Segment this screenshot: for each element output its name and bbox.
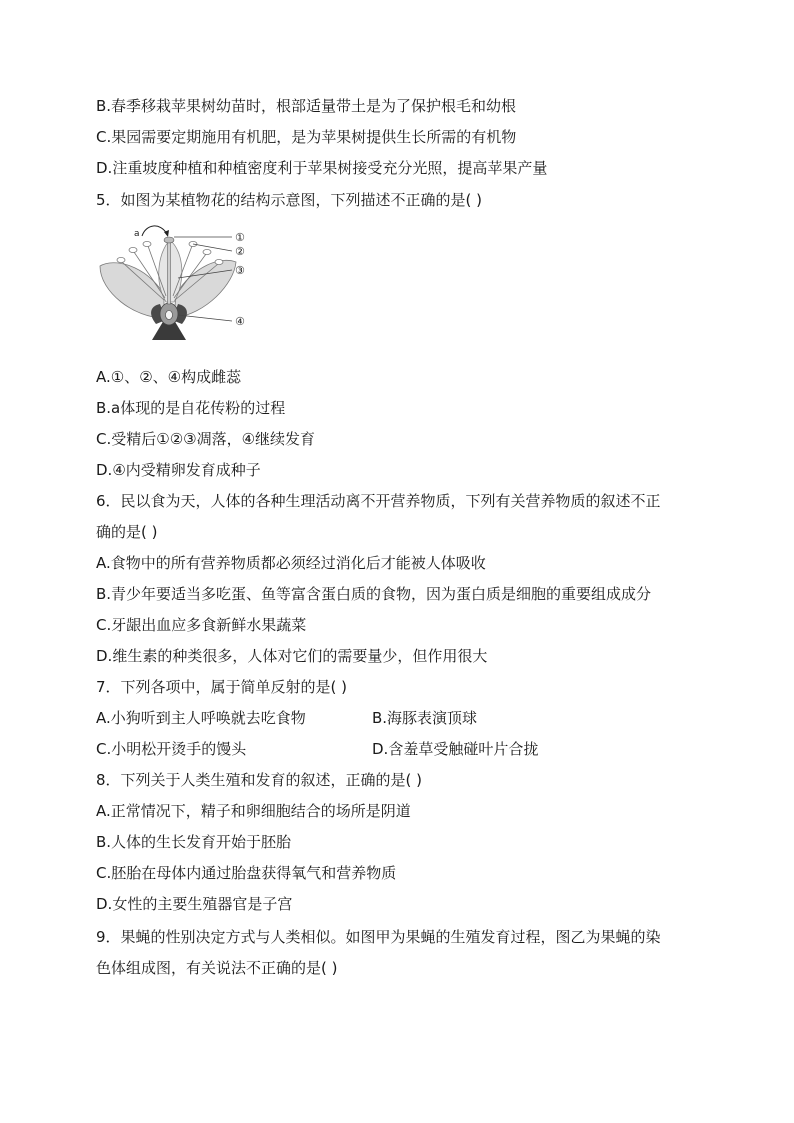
- style: [168, 242, 171, 304]
- q7-stem: 7．下列各项中，属于简单反射的是( ): [96, 678, 348, 696]
- q5-stem: 5．如图为某植物花的结构示意图，下列描述不正确的是( ): [96, 191, 483, 209]
- q8-option-b: B.人体的生长发育开始于胚胎: [96, 833, 292, 851]
- q6-stem-line1: 6．民以食为天，人体的各种生理活动离不开营养物质，下列有关营养物质的叙述不正: [96, 492, 661, 510]
- q5-option-d: D.④内受精卵发育成种子: [96, 461, 261, 479]
- flower-structure-diagram: [94, 222, 254, 358]
- q8-option-d: D.女性的主要生殖器官是子宫: [96, 895, 293, 913]
- q7-option-d: D.含羞草受触碰叶片合拢: [372, 740, 539, 758]
- label-circle-3: ③: [235, 264, 245, 277]
- label-circle-1: ①: [235, 231, 245, 244]
- q5-option-b: B.a体现的是自花传粉的过程: [96, 399, 286, 417]
- q7-option-c: C.小明松开烫手的馒头: [96, 740, 247, 758]
- q7-option-a: A.小狗听到主人呼唤就去吃食物: [96, 709, 306, 727]
- ovule: [166, 311, 173, 320]
- label-circle-2: ②: [235, 245, 245, 258]
- q8-option-a: A.正常情况下，精子和卵细胞结合的场所是阴道: [96, 802, 411, 820]
- q9-stem-line1: 9．果蝇的性别决定方式与人类相似。如图甲为果蝇的生殖发育过程，图乙为果蝇的染: [96, 928, 661, 946]
- pollination-arrow: [142, 226, 167, 236]
- q4-option-c: C.果园需要定期施用有机肥，是为苹果树提供生长所需的有机物: [96, 128, 517, 146]
- q5-option-a: A.①、②、④构成雌蕊: [96, 368, 242, 386]
- label-circle-4: ④: [235, 315, 245, 328]
- q6-option-a: A.食物中的所有营养物质都必须经过消化后才能被人体吸收: [96, 554, 486, 572]
- q4-option-b: B.春季移栽苹果树幼苗时，根部适量带土是为了保护根毛和幼根: [96, 97, 517, 115]
- q6-stem-line2: 确的是( ): [96, 523, 158, 541]
- q6-option-c: C.牙龈出血应多食新鲜水果蔬菜: [96, 616, 307, 634]
- q4-option-d: D.注重坡度种植和种植密度利于苹果树接受充分光照，提高苹果产量: [96, 159, 548, 177]
- flower-drawing: [100, 226, 236, 340]
- q9-stem-line2: 色体组成图，有关说法不正确的是( ): [96, 959, 338, 977]
- q6-option-b: B.青少年要适当多吃蛋、鱼等富含蛋白质的食物，因为蛋白质是细胞的重要组成成分: [96, 585, 652, 603]
- q8-option-c: C.胚胎在母体内通过胎盘获得氧气和营养物质: [96, 864, 397, 882]
- q6-option-d: D.维生素的种类很多，人体对它们的需要量少，但作用很大: [96, 647, 488, 665]
- q8-stem: 8．下列关于人类生殖和发育的叙述，正确的是( ): [96, 771, 423, 789]
- q7-option-b: B.海豚表演顶球: [372, 709, 478, 727]
- stigma: [164, 237, 174, 243]
- label-a: a: [134, 229, 140, 239]
- q5-option-c: C.受精后①②③凋落，④继续发育: [96, 430, 316, 448]
